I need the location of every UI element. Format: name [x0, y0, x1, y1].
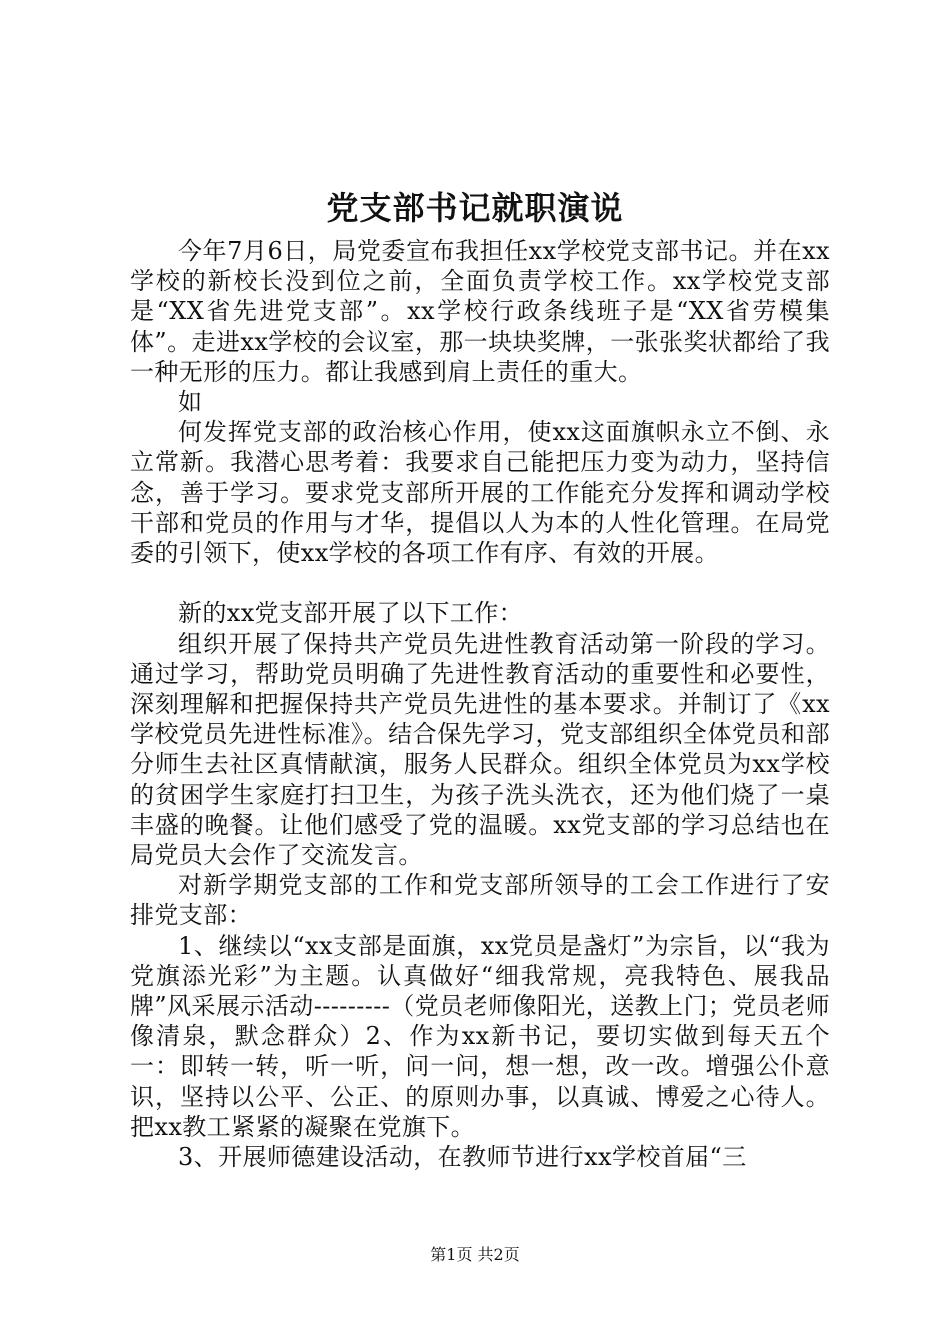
paragraph-spacer [130, 568, 830, 598]
paragraph-4: 新的xx党支部开展了以下工作： [178, 599, 524, 628]
document-title: 党支部书记就职演说 [326, 189, 624, 227]
document-body [130, 236, 830, 1172]
page-footer: 第1页 共2页 [430, 1245, 520, 1264]
paragraph-8: 3、开展师德建设活动，在教师节进行xx学校首届“三 [178, 1143, 747, 1172]
paragraph-3: 何发挥党支部的政治核心作用，使xx这面旗帜永立不倒、永立常新。我潜心思考着：我要求自己能把压力变为动力，坚持信念，善于学习。要求党支部所开展的工作能充分发挥和调动学校干部和党员的作用与才华，提倡以人为本的人性化管理。在局党委的引领下，使xx学校的各项工作有序、有效的开展。 [130, 418, 830, 568]
paragraph-6: 对新学期党支部的工作和党支部所领导的工会工作进行了安排党支部： [130, 871, 830, 930]
paragraph-7: 1、继续以“xx支部是面旗，xx党员是盏灯”为宗旨，以“我为党旗添光彩”为主题。认真做好“细我常规，亮我特色、展我品牌”风采展示活动---------（党员老师像阳光，送教上门；党员老师像清泉，默念群众）2、作为xx新书记，要切实做到每天五个一：即转一转，听一听，问一问，想一想，改一改。增强公仆意识，坚持以公平、公正、的原则办事，以真诚、博爱之心待人。把xx教工紧紧的凝聚在党旗下。 [130, 931, 830, 1141]
paragraph-2: 如 [178, 388, 203, 417]
paragraph-5: 组织开展了保持共产党员先进性教育活动第一阶段的学习。通过学习，帮助党员明确了先进性教育活动的重要性和必要性，深刻理解和把握保持共产党员先进性的基本要求。并制订了《xx学校党员先进性标准》。结合保先学习，党支部组织全体党员和部分师生去社区真情献演，服务人民群众。组织全体党员为xx学校的贫困学生家庭打扫卫生，为孩子洗头洗衣，还为他们烧了一桌丰盛的晚餐。让他们感受了党的温暖。xx党支部的学习总结也在局党员大会作了交流发言。 [130, 629, 830, 870]
paragraph-1: 今年7月6日，局党委宣布我担任xx学校党支部书记。并在xx学校的新校长没到位之前，全面负责学校工作。xx学校党支部是“XX省先进党支部”。xx学校行政条线班子是“XX省劳模集体”。走进xx学校的会议室，那一块块奖牌，一张张奖状都给了我一种无形的压力。都让我感到肩上责任的重大。 [130, 237, 830, 386]
